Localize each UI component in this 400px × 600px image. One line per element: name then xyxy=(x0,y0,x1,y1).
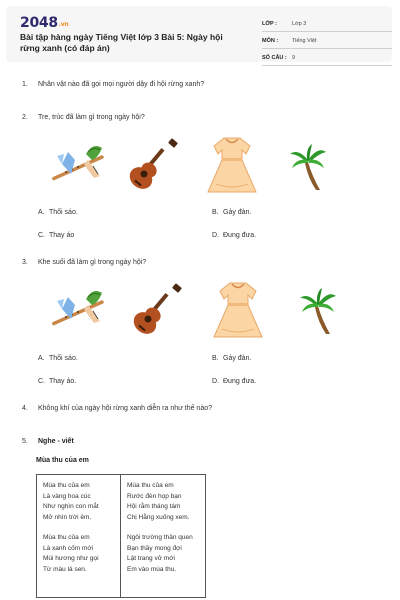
guitar-image xyxy=(124,138,186,194)
worksheet-header xyxy=(6,6,392,62)
logo-text: 2048 xyxy=(20,15,58,31)
q2-option-a[interactable]: A. Thổi sáo. xyxy=(38,209,78,216)
poem-column-left xyxy=(37,475,121,597)
meta-question-count: SỐ CÂU : 9 xyxy=(262,51,392,66)
question-1: 1. Nhân vật nào đã gọi mọi người dậy đi hội rừng xanh? xyxy=(22,81,205,88)
question-3: 3. Khe suối đã làm gì trong ngày hội? xyxy=(22,259,147,266)
poem-title: Mùa thu của em xyxy=(36,457,89,464)
question-5: 5. Nghe - viết xyxy=(22,438,74,445)
palm-tree-image xyxy=(288,144,328,192)
meta-subject: MÔN : Tiếng Việt xyxy=(262,34,392,49)
poem-stanza: Mùa thu của em Là xanh cốm mới Mùi hương như gọi Từ màu lá sen. xyxy=(43,534,99,573)
q3-option-a[interactable]: A. Thổi sáo. xyxy=(38,355,78,362)
dress-image xyxy=(204,136,260,196)
question-4: 4. Không khí của ngày hội rừng xanh diễn ra như thế nào? xyxy=(22,405,212,412)
question-2: 2. Tre, trúc đã làm gì trong ngày hội? xyxy=(22,114,145,121)
q3-option-b[interactable]: B. Gảy đàn. xyxy=(212,355,252,362)
guitar-image xyxy=(128,283,190,339)
q3-option-c[interactable]: C. Thay áo. xyxy=(38,378,77,385)
worksheet-meta xyxy=(262,17,392,68)
logo-suffix: .vn xyxy=(58,21,69,28)
poem-column-right xyxy=(121,475,205,597)
poem-table xyxy=(36,474,206,598)
poem-stanza: Mùa thu của em Là vàng hoa cúc Như nghìn con mắt Mở nhìn trời êm. xyxy=(43,482,99,521)
q2-option-d[interactable]: D. Đung đưa. xyxy=(212,232,257,239)
poem-stanza: Mùa thu của em Rước đèn họp bạn Hội rằm tháng tám Chị Hằng xuống xem. xyxy=(127,482,190,521)
site-logo[interactable] xyxy=(20,15,68,31)
q2-option-b[interactable]: B. Gảy đàn. xyxy=(212,209,252,216)
dress-image xyxy=(210,281,266,341)
flute-image xyxy=(48,283,110,335)
question-3-images xyxy=(44,281,344,343)
question-2-images xyxy=(44,136,344,198)
meta-grade: LỚP : Lớp 3 xyxy=(262,17,392,32)
q3-option-d[interactable]: D. Đung đưa. xyxy=(212,378,257,385)
page-title: Bài tập hàng ngày Tiếng Việt lớp 3 Bài 5: Ngày hội rừng xanh (có đáp án) xyxy=(20,32,223,53)
flute-image xyxy=(48,138,110,190)
palm-tree-image xyxy=(298,287,338,337)
poem-stanza: Ngôi trường thân quen Bạn thầy mong đợi Lật trang vở mới Em vào mùa thu. xyxy=(127,534,193,573)
q2-option-c[interactable]: C. Thay áo xyxy=(38,232,75,239)
